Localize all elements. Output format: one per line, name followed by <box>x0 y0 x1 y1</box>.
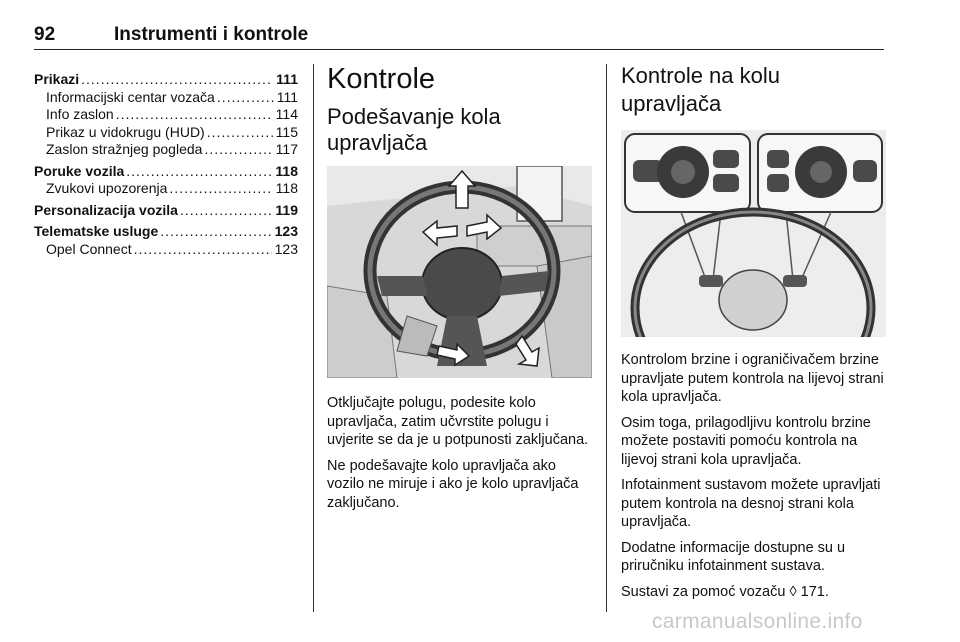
toc-entry[interactable]: Info zaslon ..... 114 <box>34 106 298 124</box>
toc-entry[interactable]: Personalizacija vozila ..... 119 <box>34 202 298 220</box>
paragraph: Infotainment sustavom možete upravljati putem kontrola na desnoj strani kola upravljača. <box>621 477 881 530</box>
toc-entry[interactable]: Informacijski centar vozača ..... 111 <box>34 89 298 107</box>
subsection-heading: Podešavanje kola upravljača <box>327 104 501 155</box>
table-of-contents <box>34 71 298 258</box>
arrow-reference-icon: ◊ <box>789 583 797 600</box>
toc-entry[interactable]: Telematske usluge ..... 123 <box>34 223 298 241</box>
paragraph: Ne podešavajte kolo upravljača ako vozilo ne miruje i ako je kolo upravljača zaključano. <box>327 457 579 511</box>
subsection-heading: Kontrole na kolu upravljača <box>621 63 780 116</box>
paragraph: Osim toga, prilagodljivu kontrolu brzine možete postaviti pomoću kontrola na lijevoj strani kola upravljača. <box>621 414 871 468</box>
steering-controls-illustration <box>621 130 886 337</box>
toc-entry[interactable]: Poruke vozila ..... 118 <box>34 163 298 181</box>
section-heading: Kontrole <box>327 63 436 95</box>
paragraph: Dodatne informacije dostupne su u priručniku infotainment sustava. <box>621 539 846 574</box>
page-number: 92 <box>34 24 56 45</box>
toc-entry[interactable]: Opel Connect ..... 123 <box>34 241 298 259</box>
toc-entry[interactable]: Zvukovi upozorenja ..... 118 <box>34 180 298 198</box>
chapter-title: Instrumenti i kontrole <box>114 24 309 45</box>
middle-column <box>327 62 592 519</box>
toc-entry[interactable]: Prikaz u vidokrugu (HUD) ..... 115 <box>34 124 298 142</box>
cross-reference[interactable]: Sustavi za pomoć vozaču ◊ 171. <box>621 583 829 600</box>
right-column <box>621 62 886 608</box>
toc-entry[interactable]: Zaslon stražnjeg pogleda ..... 117 <box>34 141 298 159</box>
paragraph: Otključajte polugu, podesite kolo upravljača, zatim učvrstite polugu i uvjerite se da je u potpunosti zaključana. <box>327 395 589 448</box>
toc-entry[interactable]: Prikazi ..... 111 <box>34 71 298 89</box>
column-divider-left <box>313 64 314 612</box>
page-header <box>34 22 884 50</box>
column-divider-right <box>606 64 607 612</box>
paragraph: Kontrolom brzine i ograničivačem brzine upravljate putem kontrola na lijevoj strani kola upravljača. <box>621 352 884 405</box>
steering-adjust-illustration <box>327 166 592 378</box>
watermark: carmanualsonline.info <box>652 610 863 633</box>
